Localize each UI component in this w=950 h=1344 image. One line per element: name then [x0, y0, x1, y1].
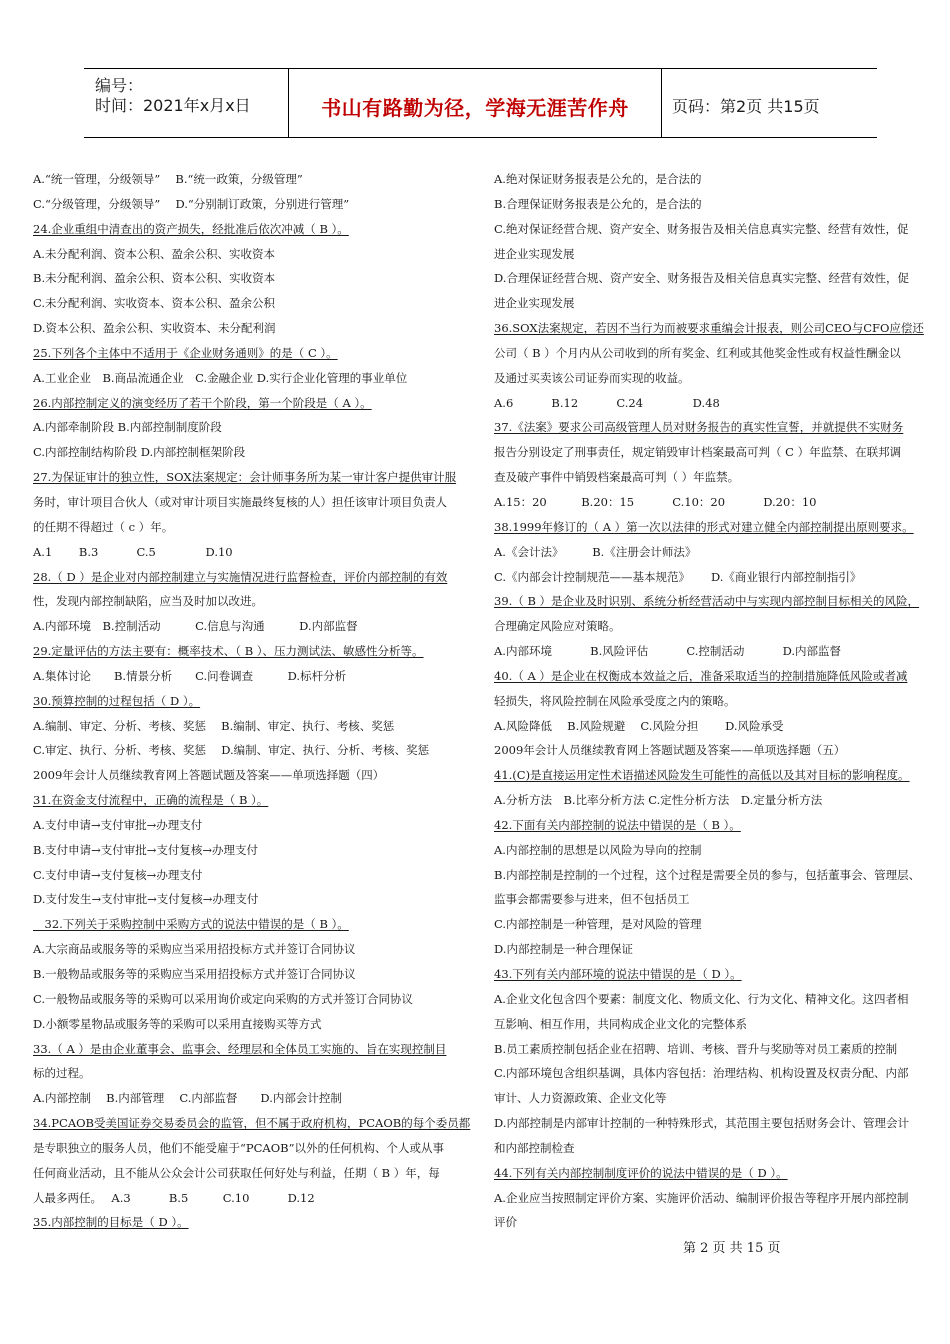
question-line: 29.定量评估的方法主要有：概率技术、（ B ）、压力测试法、敏感性分析等。: [33, 644, 424, 659]
text-line: 进企业实现发展: [494, 296, 575, 311]
text-line: B.合理保证财务报表是公允的，是合法的: [494, 196, 702, 211]
header-motto-cell: [289, 69, 662, 137]
question-line: 38.1999年修订的（ A ）第一次以法律的形式对建立健全内部控制提出原则要求。: [494, 519, 914, 534]
text-line: 合理确定风险应对策略。: [494, 619, 621, 634]
text-line: C.绝对保证经营合规、资产安全、财务报告及相关信息真实完整、经营有效性，促: [494, 221, 909, 236]
left-column: [33, 167, 473, 1235]
document-time-label: 时间：2021年x月x日: [95, 96, 251, 115]
question-line: 31.在资金支付流程中，正确的流程是（ B ）。: [33, 793, 269, 808]
text-line: B.一般物品或服务等的采购应当采用招投标方式并签订合同协议: [33, 967, 356, 981]
text-line: A.内部控制 B.内部管理 C.内部监督 D.内部会计控制: [33, 1091, 342, 1106]
text-line: A.集体讨论 B.情景分析 C.问卷调查 D.标杆分析: [33, 668, 347, 683]
page-footer: 第 2 页 共 15 页: [683, 1241, 781, 1256]
question-line: 37.《法案》要求公司高级管理人员对财务报告的真实性宣誓，并就提供不实财务: [494, 420, 904, 435]
text-line: B.支付申请→支付审批→支付复核→办理支付: [33, 842, 259, 857]
page-header: [84, 68, 877, 138]
text-line: 互影响、相互作用，共同构成企业文化的完整体系: [494, 1016, 747, 1031]
text-line: B.内部控制是控制的一个过程，这个过程是需要全员的参与，包括董事会、管理层、: [494, 867, 921, 882]
text-line: C.内部环境包含组织基调，具体内容包括：治理结构、机构设置及权责分配、内部: [494, 1066, 909, 1081]
text-line: 是专职独立的服务人员，他们不能受雇于“PCAOB”以外的任何机构、个人或从事: [33, 1140, 444, 1155]
text-line: C.支付申请→支付复核→办理支付: [33, 867, 203, 882]
text-line: 监事会都需要参与进来，但不包括员工: [494, 892, 690, 907]
question-line: 39.（ B ）是企业及时识别、系统分析经营活动中与实现内部控制目标相关的风险，: [494, 594, 920, 609]
text-line: 查及破产事件中销毁档案最高可判（ ）年监禁。: [494, 470, 740, 485]
text-line: A.内部牵制阶段 B.内部控制制度阶段: [33, 420, 222, 435]
text-line: 2009年会计人员继续教育网上答题试题及答案——单项选择题（四）: [33, 768, 385, 783]
text-line: C.“分级管理，分级领导” D.“分别制订政策，分别进行管理”: [33, 196, 350, 211]
text-line: 及通过买卖该公司证券而实现的收益。: [494, 370, 690, 385]
question-line: 33.（ A ）是由企业董事会、监事会、经理层和全体员工实施的、旨在实现控制目: [33, 1041, 447, 1056]
question-line: 42.下面有关内部控制的说法中错误的是（ B ）。: [494, 817, 741, 832]
text-line: D.内部控制是内部审计控制的一种特殊形式，其范围主要包括财务会计、管理会计: [494, 1116, 909, 1131]
question-line: 32.下列关于采购控制中采购方式的说法中错误的是（ B ）。: [33, 917, 349, 932]
question-line: 26.内部控制定义的演变经历了若干个阶段，第一个阶段是（ A ）。: [33, 395, 372, 410]
text-line: A.支付申请→支付审批→办理支付: [33, 817, 203, 832]
text-line: 务时，审计项目合伙人（或对审计项目实施最终复核的人）担任该审计项目负责人: [33, 494, 447, 509]
text-line: 审计、人力资源政策、企业文化等: [494, 1091, 667, 1106]
text-line: D.合理保证经营合规、资产安全、财务报告及相关信息真实完整、经营有效性，促: [494, 271, 909, 286]
text-line: 人最多两任。 A.3 B.5 C.10 D.12: [33, 1190, 315, 1205]
text-line: 2009年会计人员继续教育网上答题试题及答案——单项选择题（五）: [494, 743, 846, 758]
text-line: D.小额零星物品或服务等的采购可以采用直接购买等方式: [33, 1016, 322, 1031]
text-line: 性，发现内部控制缺陷，应当及时加以改进。: [33, 594, 263, 609]
text-line: B.员工素质控制包括企业在招聘、培训、考核、晋升与奖励等对员工素质的控制: [494, 1041, 898, 1056]
text-line: A.1 B.3 C.5 D.10: [33, 544, 233, 559]
text-line: 和内部控制检查: [494, 1140, 575, 1155]
question-line: 40.（ A ）是企业在权衡成本效益之后，准备采取适当的控制措施降低风险或者减: [494, 668, 908, 683]
text-line: A.“统一管理，分级领导” B.“统一政策，分级管理”: [33, 172, 303, 186]
question-line: 28.（ D ）是企业对内部控制建立与实施情况进行监督检查，评价内部控制的有效: [33, 569, 448, 584]
text-line: C.未分配利润、实收资本、资本公积、盈余公积: [33, 296, 276, 311]
text-line: 进企业实现发展: [494, 246, 575, 261]
text-line: 轻损失，将风险控制在风险承受度之内的策略。: [494, 693, 736, 708]
text-line: 任何商业活动，且不能从公众会计公司获取任何好处与利益，任期（ B ）年，每: [33, 1165, 440, 1180]
text-line: 评价: [494, 1215, 517, 1230]
text-line: A.风险降低 B.风险规避 C.风险分担 D.风险承受: [494, 718, 784, 733]
text-line: A.未分配利润、资本公积、盈余公积、实收资本: [33, 246, 275, 261]
question-line: 44.下列有关内部控制制度评价的说法中错误的是（ D ）。: [494, 1165, 788, 1180]
text-line: A.内部环境 B.控制活动 C.信息与沟通 D.内部监督: [33, 619, 358, 634]
question-line: 30.预算控制的过程包括（ D ）。: [33, 693, 201, 708]
question-line: 27.为保证审计的独立性，SOX法案规定：会计师事务所为某一审计客户提供审计服: [33, 470, 457, 485]
text-line: D.支付发生→支付审批→支付复核→办理支付: [33, 892, 259, 907]
text-line: A.内部控制的思想是以风险为导向的控制: [494, 842, 702, 857]
text-line: A.绝对保证财务报表是公允的，是合法的: [494, 172, 702, 186]
text-line: A.分析方法 B.比率分析方法 C.定性分析方法 D.定量分析方法: [494, 793, 823, 808]
text-line: D.资本公积、盈余公积、实收资本、未分配利润: [33, 321, 276, 336]
question-line: 36.SOX法案规定，若因不当行为而被要求重编会计报表，则公司CEO与CFO应偿还: [494, 321, 924, 336]
header-page-info: 页码：第2页 共15页: [672, 97, 820, 116]
text-line: 公司（ B ）个月内从公司收到的所有奖金、红利或其他奖金性或有权益性酬金以: [494, 345, 901, 360]
header-meta-cell: [84, 69, 289, 137]
text-line: 标的过程。: [33, 1066, 91, 1081]
text-line: A.6 B.12 C.24 D.48: [494, 395, 720, 410]
question-line: 41.(C)是直接运用定性术语描述风险发生可能性的高低以及其对目标的影响程度。: [494, 768, 910, 783]
text-line: A.15：20 B.20：15 C.10：20 D.20：10: [494, 494, 817, 509]
question-line: 43.下列有关内部环境的说法中错误的是（ D ）。: [494, 967, 742, 981]
text-line: A.《会计法》 B.《注册会计师法》: [494, 544, 697, 559]
text-line: C.内部控制结构阶段 D.内部控制框架阶段: [33, 445, 246, 460]
document-number-label: 编号：: [95, 76, 144, 95]
text-line: 报告分别设定了刑事责任，规定销毁审计档案最高可判（ C ）年监禁、在联邦调: [494, 445, 902, 460]
question-line: 24.企业重组中清查出的资产损失，经批准后依次冲减（ B ）。: [33, 221, 349, 236]
question-line: 25.下列各个主体中不适用于《企业财务通则》的是（ C ）。: [33, 345, 338, 360]
text-line: A.工业企业 B.商品流通企业 C.金融企业 D.实行企业化管理的事业单位: [33, 370, 408, 385]
question-line: 34.PCAOB受美国证券交易委员会的监管，但不属于政府机构，PCAOB的每个委员都: [33, 1116, 471, 1131]
text-line: A.企业应当按照制定评价方案、实施评价活动、编制评价报告等程序开展内部控制: [494, 1190, 909, 1205]
text-line: C.内部控制是一种管理，是对风险的管理: [494, 917, 702, 932]
header-motto: 书山有路勤为径，学海无涯苦作舟: [321, 96, 629, 120]
text-line: A.大宗商品或服务等的采购应当采用招投标方式并签订合同协议: [33, 942, 356, 957]
text-line: B.未分配利润、盈余公积、资本公积、实收资本: [33, 271, 276, 286]
text-line: 的任期不得超过（ c ）年。: [33, 519, 174, 534]
text-line: C.一般物品或服务等的采购可以采用询价或定向采购的方式并签订合同协议: [33, 991, 414, 1006]
question-line: 35.内部控制的目标是（ D ）。: [33, 1215, 189, 1230]
text-line: A.内部环境 B.风险评估 C.控制活动 D.内部监督: [494, 644, 842, 659]
text-line: D.内部控制是一种合理保证: [494, 942, 633, 957]
right-column: [494, 167, 936, 1235]
header-page-cell: [662, 69, 877, 137]
text-line: A.企业文化包含四个要素：制度文化、物质文化、行为文化、精神文化。这四者相: [494, 991, 909, 1006]
text-line: A.编制、审定、分析、考核、奖惩 B.编制、审定、执行、考核、奖惩: [33, 718, 395, 733]
text-line: C.审定、执行、分析、考核、奖惩 D.编制、审定、执行、分析、考核、奖惩: [33, 743, 430, 758]
text-line: C.《内部会计控制规范——基本规范》 D.《商业银行内部控制指引》: [494, 569, 862, 584]
